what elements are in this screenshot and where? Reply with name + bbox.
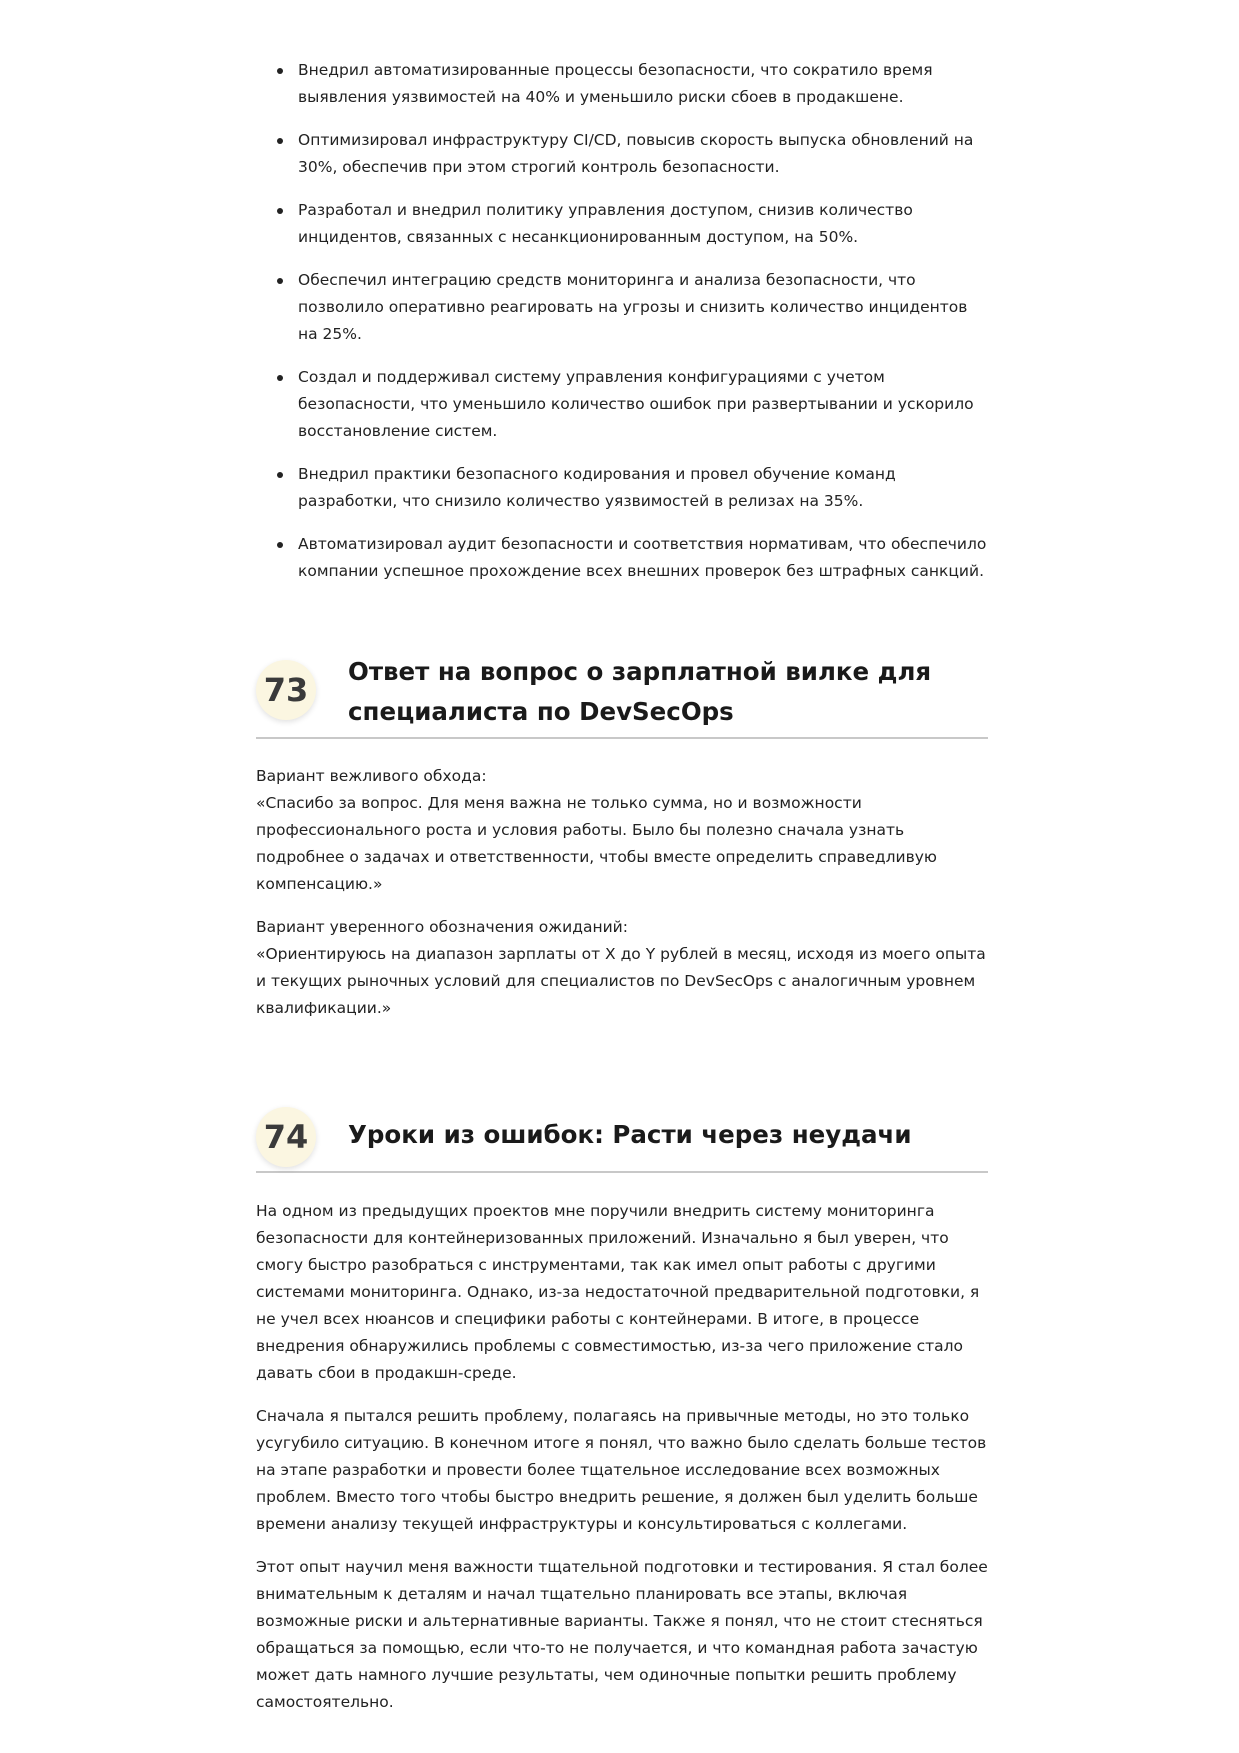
list-item: Внедрил практики безопасного кодирования и провел обучение команд разработки, что снизило количество уязвимостей в релизах на 35%. — [298, 461, 988, 515]
variant-text: «Ориентируюсь на диапазон зарплаты от X до Y рублей в месяц, исходя из моего опыта и текущих рыночных условий для специалистов по DevSecOps с аналогичным уровнем квалификации.» — [256, 945, 986, 1017]
list-item: Автоматизировал аудит безопасности и соответствия нормативам, что обеспечило компании успешное прохождение всех внешних проверок без штрафных санкций. — [298, 531, 988, 585]
variant-label: Вариант уверенного обозначения ожиданий: — [256, 918, 628, 936]
achievements-list — [256, 57, 988, 585]
variant-text: «Спасибо за вопрос. Для меня важна не только сумма, но и возможности профессионального роста и условия работы. Было бы полезно сначала узнать подробнее о задачах и ответственности, чтобы вместе определить справедливую компенсацию.» — [256, 794, 937, 893]
list-item: Обеспечил интеграцию средств мониторинга и анализа безопасности, что позволило оперативно реагировать на угрозы и снизить количество инцидентов на 25%. — [298, 267, 988, 348]
list-item: Разработал и внедрил политику управления доступом, снизив количество инцидентов, связанных с несанкционированным доступом, на 50%. — [298, 197, 988, 251]
variant-label: Вариант вежливого обхода: — [256, 767, 487, 785]
paragraph: Этот опыт научил меня важности тщательной подготовки и тестирования. Я стал более внимательным к деталям и начал тщательно планировать все этапы, включая возможные риски и альтернативные варианты. Также я понял, что не стоит стесняться обращаться за помощью, если что-то не получается, и что командная работа зачастую может дать намного лучшие результаты, чем одиночные попытки решить проблему самостоятельно. — [256, 1558, 988, 1711]
list-item: Создал и поддерживал систему управления конфигурациями с учетом безопасности, что уменьшило количество ошибок при развертывании и ускорило восстановление систем. — [298, 364, 988, 445]
section-number-badge: 74 — [256, 1107, 316, 1167]
section-header — [256, 650, 988, 739]
document-page — [256, 0, 988, 1711]
section-title — [348, 652, 931, 732]
section-title: Уроки из ошибок: Расти через неудачи — [348, 1120, 912, 1149]
answer-variant-confident — [256, 914, 988, 1022]
paragraph: На одном из предыдущих проектов мне поручили внедрить систему мониторинга безопасности для контейнеризованных приложений. Изначально я был уверен, что смогу быстро разобраться с инструментами, так как имел опыт работы с другими системами мониторинга. Однако, из-за недостаточной предварительной подготовки, я не учел всех нюансов и специфики работы с контейнерами. В итоге, в процессе внедрения обнаружились проблемы с совместимостью, из-за чего приложение стало давать сбои в продакшн-среде. — [256, 1202, 980, 1382]
section-number-badge: 73 — [256, 660, 316, 720]
list-item: Внедрил автоматизированные процессы безопасности, что сократило время выявления уязвимостей на 40% и уменьшило риски сбоев в продакшене. — [298, 57, 988, 111]
section-title-line: специалиста по DevSecOps — [348, 696, 734, 726]
section-body — [256, 1198, 988, 1716]
paragraph: Сначала я пытался решить проблему, полагаясь на привычные методы, но это только усугубило ситуацию. В конечном итоге я понял, что важно было сделать больше тестов на этапе разработки и провести более тщательное исследование всех возможных проблем. Вместо того чтобы быстро внедрить решение, я должен был уделить больше времени анализу текущей инфраструктуры и консультироваться с коллегами. — [256, 1407, 987, 1533]
section-body — [256, 763, 988, 1022]
list-item: Оптимизировал инфраструктуру CI/CD, повысив скорость выпуска обновлений на 30%, обеспечив при этом строгий контроль безопасности. — [298, 127, 988, 181]
section-title-line: Ответ на вопрос о зарплатной вилке для — [348, 656, 932, 686]
section-73 — [256, 650, 988, 1038]
section-header — [256, 1105, 988, 1173]
section-74 — [256, 1105, 988, 1732]
answer-variant-polite — [256, 763, 988, 898]
